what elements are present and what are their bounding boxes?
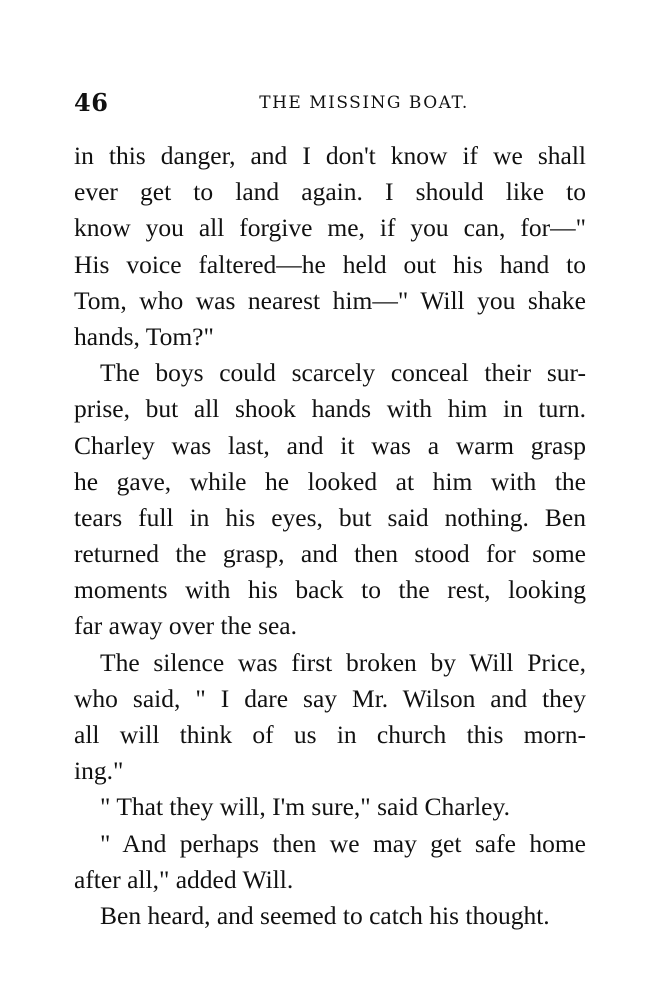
text-line: The silence was first broken by Will Price, — [100, 647, 586, 677]
text-line: ing." — [74, 756, 124, 786]
text-line: all will think of us in church this morn- — [74, 720, 586, 749]
text-line: in this danger, and I don't know if we shall — [74, 141, 586, 170]
text-line: prise, but all shook hands with him in turn. — [74, 394, 586, 424]
text-line: Tom, who was nearest him—" Will you shake — [74, 285, 586, 315]
page-number: 46 — [74, 88, 109, 117]
text-line: after all," added Will. — [74, 864, 294, 894]
body-text — [74, 138, 586, 934]
running-title: THE MISSING BOAT. — [259, 93, 469, 113]
text-line: know you all forgive me, if you can, for—" — [74, 213, 586, 243]
text-line: Charley was last, and it was a warm grasp — [74, 430, 586, 460]
text-line: " And perhaps then we may get safe home — [100, 828, 586, 858]
text-line: hands, Tom?" — [74, 321, 214, 351]
text-line: moments with his back to the rest, looking — [74, 575, 586, 605]
text-line: " That they will, I'm sure," said Charley. — [100, 792, 510, 822]
page-header — [74, 86, 586, 120]
text-line: ever get to land again. I should like to — [74, 177, 586, 207]
text-line: far away over the sea. — [74, 611, 298, 641]
text-line: Ben heard, and seemed to catch his thought. — [100, 900, 550, 930]
text-line: who said, " I dare say Mr. Wilson and they — [74, 683, 586, 713]
text-line: he gave, while he looked at him with the — [74, 466, 586, 496]
text-line: returned the grasp, and then stood for some — [74, 539, 586, 569]
text-line: The boys could scarcely conceal their sur- — [100, 358, 586, 388]
text-line: His voice faltered—he held out his hand to — [74, 249, 586, 279]
text-line: tears full in his eyes, but said nothing. Ben — [74, 502, 586, 532]
